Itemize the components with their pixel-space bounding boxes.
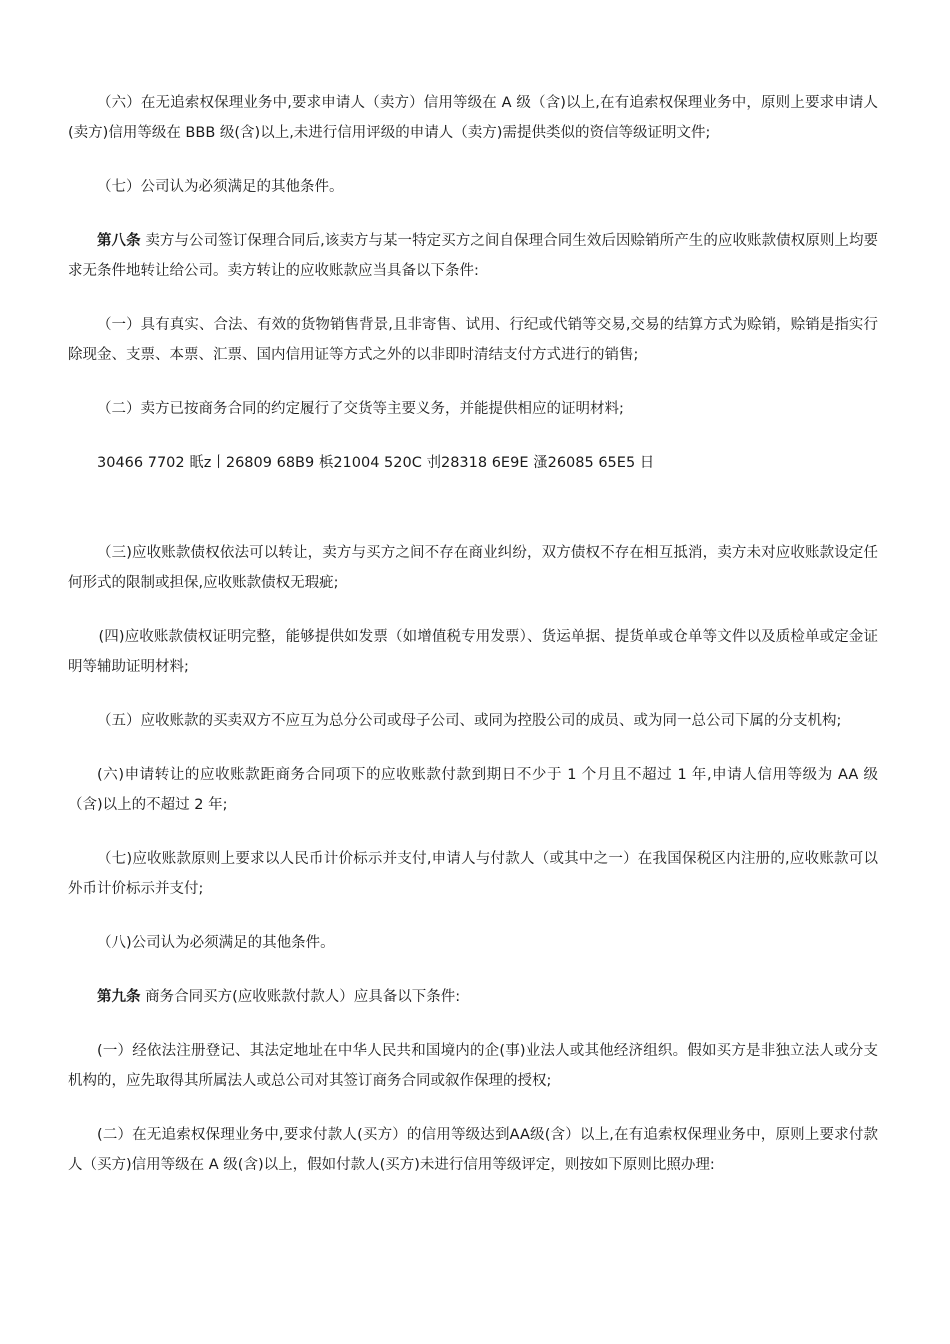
garbled-code-line: 30466 7702 眂z丨26809 68B9 梹21004 520C 刌28318 6E9E 溞26085 65E5 日 [97, 455, 655, 471]
article-8-item-1: （一）具有真实、合法、有效的货物销售背景,且非寄售、试用、行纪或代销等交易,交易的结算方式为赊销，赊销是指实行除现金、支票、本票、汇票、国内信用证等方式之外的以非即时清结支付方式进行的销售; [68, 317, 878, 363]
paragraph-7-other-conditions: （七）公司认为必须满足的其他条件。 [97, 179, 344, 195]
article-8-item-8: （八)公司认为必须满足的其他条件。 [97, 935, 335, 951]
article-8-item-2: （二）卖方已按商务合同的约定履行了交货等主要义务，并能提供相应的证明材料; [97, 401, 624, 417]
article-8-item-3: （三)应收账款债权依法可以转让，卖方与买方之间不存在商业纠纷，双方债权不存在相互抵消，卖方未对应收账款设定任何形式的限制或担保,应收账款债权无瑕疵; [68, 545, 878, 591]
article-9-heading: 第九条 [97, 989, 141, 1005]
article-8-item-6: (六)申请转让的应收账款距商务合同项下的应收账款付款到期日不少于 1 个月且不超过 1 年,申请人信用等级为 AA 级（含)以上的不超过 2 年; [68, 767, 878, 813]
article-9-item-1: (一）经依法注册登记、其法定地址在中华人民共和国境内的企(事)业法人或其他经济组织。假如买方是非独立法人或分支机构的，应先取得其所属法人或总公司对其签订商务合同或叙作保理的授权; [68, 1043, 878, 1089]
article-8-item-4: (四)应收账款债权证明完整，能够提供如发票（如增值税专用发票）、货运单据、提货单或仓单等文件以及质检单或定金证明等辅助证明材料; [68, 629, 878, 675]
article-9: 第九条 商务合同买方(应收账款付款人）应具备以下条件: [97, 989, 461, 1005]
paragraph-6-seller-credit: （六）在无追索权保理业务中,要求申请人（卖方）信用等级在 A 级（含)以上,在有追索权保理业务中，原则上要求申请人(卖方)信用等级在 BBB 级(含)以上,未进行信用评级的申请人（卖方)需提供类似的资信等级证明文件; [68, 95, 878, 141]
article-8: 第八条 卖方与公司签订保理合同后,该卖方与某一特定买方之间自保理合同生效后因赊销所产生的应收账款债权原则上均要求无条件地转让给公司。卖方转让的应收账款应当具备以下条件: [68, 233, 879, 279]
article-8-item-5: （五）应收账款的买卖双方不应互为总分公司或母子公司、或同为控股公司的成员、或为同一总公司下属的分支机构; [97, 713, 842, 729]
article-9-item-2: (二）在无追索权保理业务中,要求付款人(买方）的信用等级达到AA级(含）以上,在有追索权保理业务中，原则上要求付款人（买方)信用等级在 A 级(含)以上，假如付款人(买方)未进行信用等级评定，则按如下原则比照办理: [68, 1127, 878, 1173]
article-8-heading: 第八条 [97, 233, 141, 249]
article-8-item-7: （七)应收账款原则上要求以人民币计价标示并支付,申请人与付款人（或其中之一）在我国保税区内注册的,应收账款可以外币计价标示并支付; [68, 851, 878, 897]
